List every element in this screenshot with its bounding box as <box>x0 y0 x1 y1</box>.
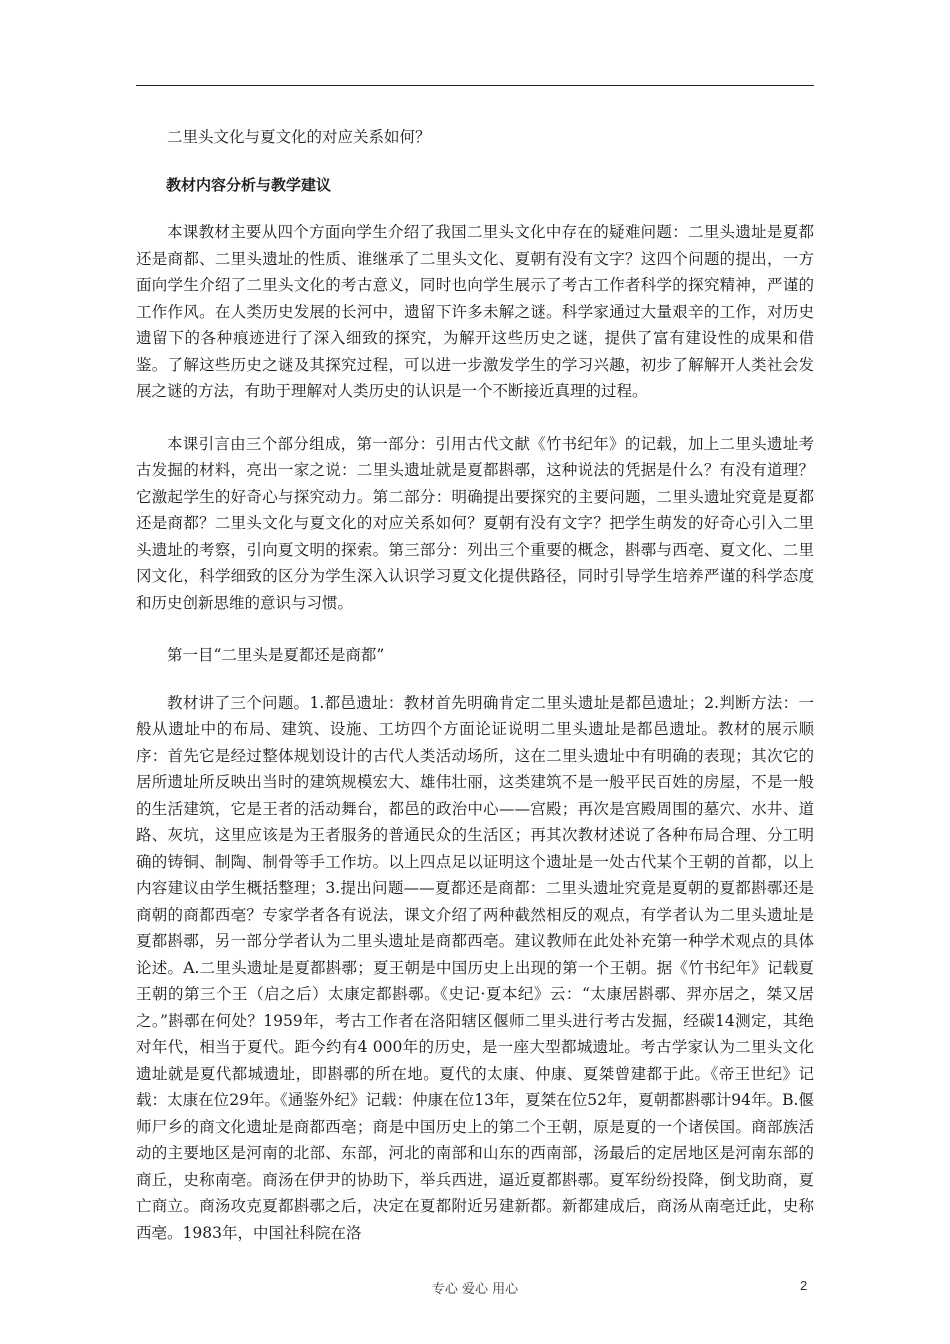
header-rule <box>136 85 814 86</box>
footer-motto: 专心 爱心 用心 <box>431 1282 519 1297</box>
paragraph-first-topic: 教材讲了三个问题。1.都邑遗址：教材首先明确肯定二里头遗址是都邑遗址；2.判断方法：一般从遗址中的布局、建筑、设施、工坊四个方面论证说明二里头遗址是都邑遗址。教材的展示顺序：首先它是经过整体规划设计的古代人类活动场所，这在二里头遗址中有明确的表现；其次它的居所遗址所反映出当时的建筑规模宏大、雄伟壮丽，这类建筑不是一般平民百姓的房屋，不是一般的生活建筑，它是王者的活动舞台，都邑的政治中心——宫殿；再次是宫殿周围的墓穴、水井、道路、灰坑，这里应该是为王者服务的普通民众的生活区；再其次教材述说了各种布局合理、分工明确的铸铜、制陶、制骨等手工作坊。以上四点足以证明这个遗址是一处古代某个王朝的首都，以上内容建议由学生概括整理；3.提出问题——夏都还是商都：二里头遗址究竟是夏朝的夏都斟鄩还是商朝的商都西亳？专家学者各有说法，课文介绍了两种截然相反的观点，有学者认为二里头遗址是夏都斟鄩，另一部分学者认为二里头遗址是商都西亳。建议教师在此处补充第一种学术观点的具体论述。A.二里头遗址是夏都斟鄩；夏王朝是中国历史上出现的第一个王朝。据《竹书纪年》记载夏王朝的第三个王（启之后）太康定都斟鄩。《史记·夏本纪》云：“太康居斟鄩、羿亦居之，桀又居之。”斟鄩在何处？1959年，考古工作者在洛阳辖区偃师二里头进行考古发掘，经碳14测定，其绝对年代，相当于夏代。距今约有4 000年的历史，是一座大型都城遗址。考古学家认为二里头文化遗址就是夏代都城遗址，即斟鄩的所在地。夏代的太康、仲康、夏桀曾建都于此。《帝王世纪》记载：太康在位29年。《通鉴外纪》记载：仲康在位13年，夏桀在位52年，夏朝都斟鄩计94年。B.偃师尸乡的商文化遗址是商都西亳；商是中国历史上的第二个王朝，原是夏的一个诸侯国。商部族活动的主要地区是河南的北部、东部，河北的南部和山东的西南部，汤最后的定居地区是河南东部的商丘，史称南亳。商汤在伊尹的协助下，举兵西进，逼近夏都斟鄩。夏军纷纷投降，倒戈助商，夏亡商立。商汤攻克夏都斟鄩之后，决定在夏都附近另建新都。新都建成后，商汤从南亳迁此，史称西亳。1983年，中国社科院在洛 <box>136 693 814 1242</box>
section-heading: 教材内容分析与教学建议 <box>166 175 332 194</box>
document-body <box>136 124 814 1272</box>
paragraph-introduction: 本课引言由三个部分组成，第一部分：引用古代文献《竹书纪年》的记载，加上二里头遗址考古发掘的材料，亮出一家之说：二里头遗址就是夏都斟鄩，这种说法的凭据是什么？有没有道理？它激起学生的好奇心与探究动力。第二部分：明确提出要探究的主要问题，二里头遗址究竟是夏都还是商都？二里头文化与夏文化的对应关系如何？夏朝有没有文字？把学生萌发的好奇心引入二里头遗址的考察，引向夏文明的探索。第三部分：列出三个重要的概念，斟鄩与西亳、夏文化、二里冈文化，科学细致的区分为学生深入认识学习夏文化提供路径，同时引导学生培养严谨的科学态度和历史创新思维的意识与习惯。 <box>136 434 814 612</box>
subsection-title: 第一目“二里头是夏都还是商都” <box>167 646 385 664</box>
page-footer <box>0 1278 950 1298</box>
opening-question: 二里头文化与夏文化的对应关系如何？ <box>167 128 431 146</box>
page-number: 2 <box>800 1278 808 1293</box>
paragraph-overview: 本课教材主要从四个方面向学生介绍了我国二里头文化中存在的疑难问题：二里头遗址是夏都还是商都、二里头遗址的性质、谁继承了二里头文化、夏朝有没有文字？这四个问题的提出，一方面向学生介绍了二里头文化的考古意义，同时也向学生展示了考古工作者科学的探究精神，严谨的工作作风。在人类历史发展的长河中，遗留下许多未解之谜。科学家通过大量艰辛的工作，对历史遗留下的各种痕迹进行了深入细致的探究，为解开这些历史之谜，提供了富有建设性的成果和借鉴。了解这些历史之谜及其探究过程，可以进一步激发学生的学习兴趣，初步了解解开人类社会发展之谜的方法，有助于理解对人类历史的认识是一个不断接近真理的过程。 <box>136 223 814 400</box>
